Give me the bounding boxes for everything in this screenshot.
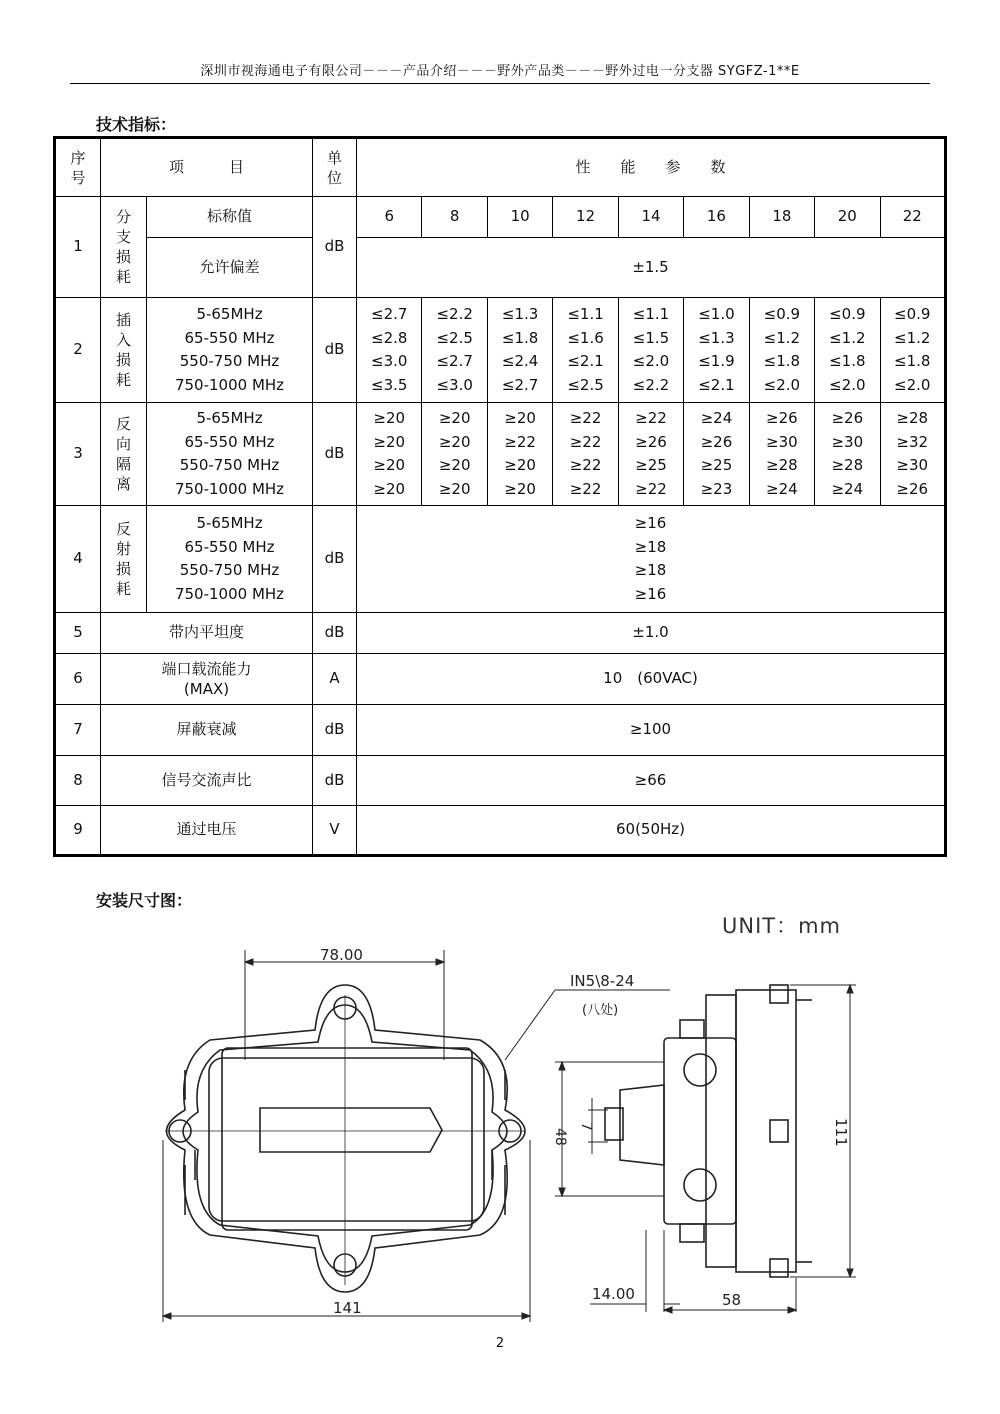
header-unit: 单 位	[313, 138, 357, 197]
row6-item: 端口载流能力 (MAX)	[101, 654, 313, 705]
row3-col: ≥22 ≥22 ≥22 ≥22	[553, 403, 618, 506]
table-row	[55, 705, 946, 756]
row1-tolerance-value: ±1.5	[357, 238, 946, 298]
table-row	[55, 298, 946, 403]
row9-unit: V	[313, 806, 357, 856]
row1-value: 8	[422, 197, 487, 238]
dim-bottom-width: 141	[333, 1299, 362, 1317]
table-row	[55, 654, 946, 705]
side-view	[605, 985, 812, 1277]
table-row	[55, 238, 946, 298]
row8-seq: 8	[55, 756, 101, 806]
row4-group: 反 射 损 耗	[101, 506, 147, 613]
row2-col: ≤2.2 ≤2.5 ≤2.7 ≤3.0	[422, 298, 487, 403]
row2-col: ≤1.1 ≤1.5 ≤2.0 ≤2.2	[618, 298, 683, 403]
table-row	[55, 403, 946, 506]
tech-spec-title: 技术指标：	[96, 115, 177, 134]
dim-58: 58	[722, 1291, 742, 1309]
row4-values: ≥16 ≥18 ≥18 ≥16	[357, 506, 946, 613]
row3-col: ≥22 ≥26 ≥25 ≥22	[618, 403, 683, 506]
row7-seq: 7	[55, 705, 101, 756]
row8-value: ≥66	[357, 756, 946, 806]
row8-unit: dB	[313, 756, 357, 806]
row1-nominal-label: 标称值	[147, 197, 313, 238]
row3-col: ≥20 ≥20 ≥20 ≥20	[357, 403, 422, 506]
row1-value: 10	[487, 197, 552, 238]
row2-group: 插 入 损 耗	[101, 298, 147, 403]
row1-value: 12	[553, 197, 618, 238]
table-row	[55, 756, 946, 806]
dim-top-width: 78.00	[320, 946, 363, 964]
row1-seq: 1	[55, 197, 101, 298]
table-row	[55, 197, 946, 238]
row2-col: ≤1.0 ≤1.3 ≤1.9 ≤2.1	[684, 298, 749, 403]
screw-note: IN5\8-24	[570, 972, 635, 990]
row3-col: ≥26 ≥30 ≥28 ≥24	[815, 403, 880, 506]
row1-value: 14	[618, 197, 683, 238]
row9-seq: 9	[55, 806, 101, 856]
row5-value: ±1.0	[357, 613, 946, 654]
row4-unit: dB	[313, 506, 357, 613]
row4-seq: 4	[55, 506, 101, 613]
row2-col: ≤1.3 ≤1.8 ≤2.4 ≤2.7	[487, 298, 552, 403]
row3-seq: 3	[55, 403, 101, 506]
row3-col: ≥28 ≥32 ≥30 ≥26	[880, 403, 945, 506]
page-header: 深圳市视海通电子有限公司－－－产品介绍－－－野外产品类－－－野外过电一分支器 SYGFZ-1**E	[200, 64, 800, 79]
row1-value: 6	[357, 197, 422, 238]
dimension-drawing	[0, 900, 1000, 1330]
row3-col: ≥26 ≥30 ≥28 ≥24	[749, 403, 814, 506]
front-view	[165, 985, 525, 1292]
row5-seq: 5	[55, 613, 101, 654]
header-rule	[70, 83, 930, 84]
row7-value: ≥100	[357, 705, 946, 756]
row1-unit: dB	[313, 197, 357, 298]
spec-table	[53, 136, 947, 857]
header-item: 项 目	[101, 138, 313, 197]
page-number: 2	[495, 1336, 505, 1351]
row2-col: ≤0.9 ≤1.2 ≤1.8 ≤2.0	[815, 298, 880, 403]
row2-freqs: 5-65MHz 65-550 MHz 550-750 MHz 750-1000 MHz	[147, 298, 313, 403]
row1-value: 22	[880, 197, 945, 238]
dim-14: 14.00	[592, 1285, 635, 1303]
table-header-row	[55, 138, 946, 197]
table-row	[55, 613, 946, 654]
row7-unit: dB	[313, 705, 357, 756]
row1-group: 分 支 损 耗	[101, 197, 147, 298]
row8-item: 信号交流声比	[101, 756, 313, 806]
row3-unit: dB	[313, 403, 357, 506]
row1-value: 20	[815, 197, 880, 238]
row2-unit: dB	[313, 298, 357, 403]
row2-seq: 2	[55, 298, 101, 403]
row6-unit: A	[313, 654, 357, 705]
table-row	[55, 506, 946, 613]
row9-item: 通过电压	[101, 806, 313, 856]
row2-col: ≤2.7 ≤2.8 ≤3.0 ≤3.5	[357, 298, 422, 403]
row1-tolerance-label: 允许偏差	[147, 238, 313, 298]
install-dimension-title: 安装尺寸图：	[96, 891, 193, 910]
row2-col: ≤1.1 ≤1.6 ≤2.1 ≤2.5	[553, 298, 618, 403]
row6-value: 10 (60VAC)	[357, 654, 946, 705]
row3-col: ≥20 ≥20 ≥20 ≥20	[422, 403, 487, 506]
dim-48: 48	[552, 1128, 568, 1146]
row3-col: ≥20 ≥22 ≥20 ≥20	[487, 403, 552, 506]
screw-count: (八处)	[582, 1003, 619, 1018]
row5-item: 带内平坦度	[101, 613, 313, 654]
row2-col: ≤0.9 ≤1.2 ≤1.8 ≤2.0	[880, 298, 945, 403]
unit-label: UNIT：mm	[722, 914, 842, 938]
row2-col: ≤0.9 ≤1.2 ≤1.8 ≤2.0	[749, 298, 814, 403]
row4-freqs: 5-65MHz 65-550 MHz 550-750 MHz 750-1000 MHz	[147, 506, 313, 613]
dim-111: 111	[832, 1118, 850, 1147]
header-performance: 性 能 参 数	[357, 138, 946, 197]
row9-value: 60(50Hz)	[357, 806, 946, 856]
row1-value: 16	[684, 197, 749, 238]
table-row	[55, 806, 946, 856]
dim-7: 7	[578, 1122, 594, 1131]
row6-seq: 6	[55, 654, 101, 705]
row3-freqs: 5-65MHz 65-550 MHz 550-750 MHz 750-1000 MHz	[147, 403, 313, 506]
row3-col: ≥24 ≥26 ≥25 ≥23	[684, 403, 749, 506]
row1-value: 18	[749, 197, 814, 238]
row5-unit: dB	[313, 613, 357, 654]
row7-item: 屏蔽衰减	[101, 705, 313, 756]
row3-group: 反 向 隔 离	[101, 403, 147, 506]
header-seq: 序 号	[55, 138, 101, 197]
